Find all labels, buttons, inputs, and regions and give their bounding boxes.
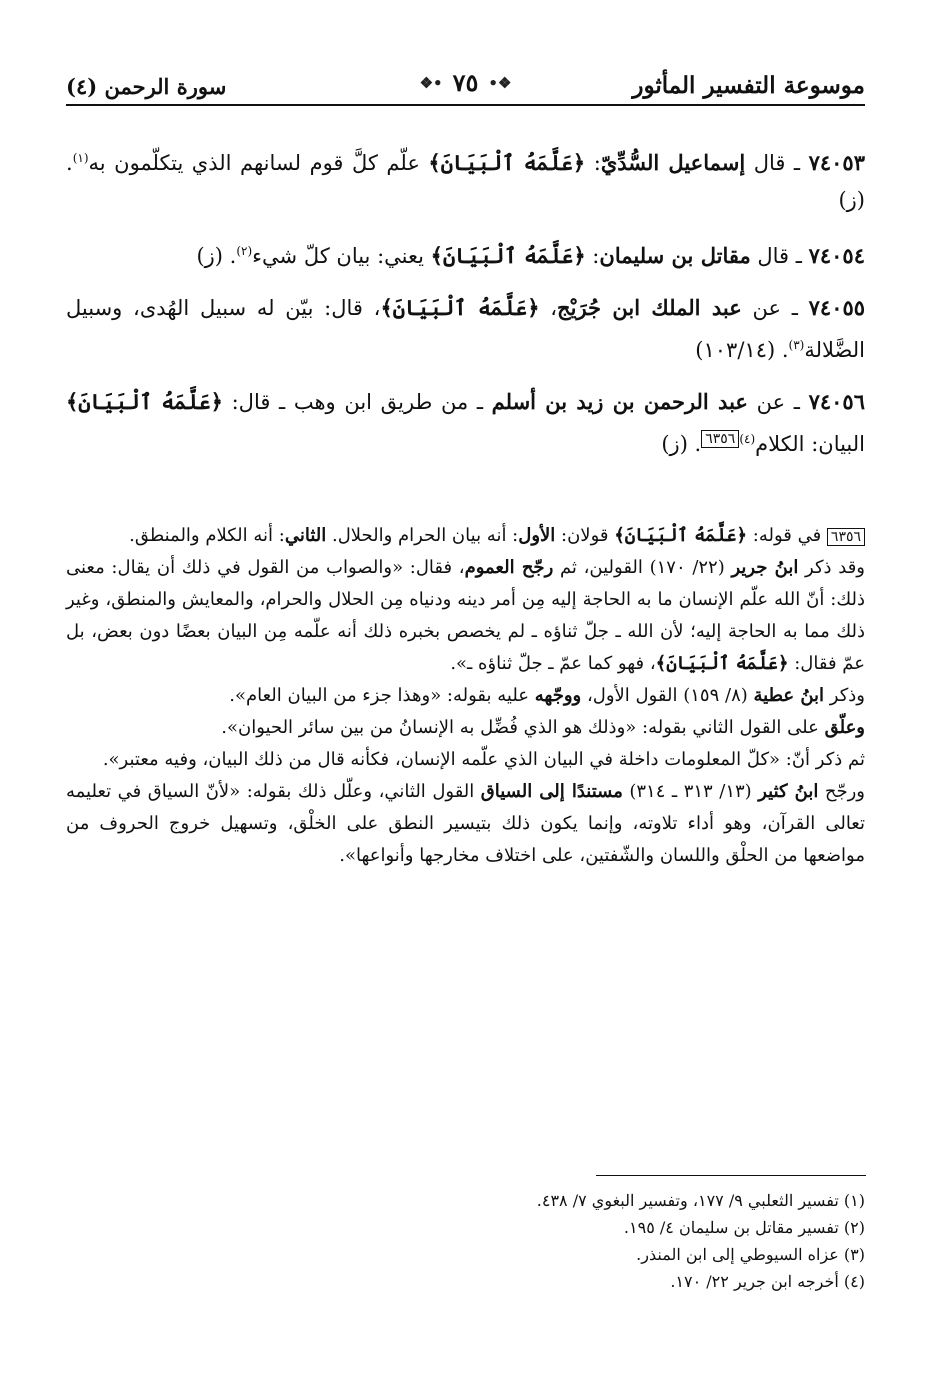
footnote-ref[interactable]: (٣) bbox=[788, 338, 805, 352]
narration-74053: ٧٤٠٥٣ ـ قال إسماعيل السُّدِّيّ: ﴿عَلَّمَهُ ٱلْبَيَانَ﴾ علّم كلَّ قوم لسانهم الذي يتكلّمون به$^{(١)}$. (ز) bbox=[66, 150, 865, 212]
quran-verse: ﴿عَلَّمَهُ ٱلْبَيَانَ﴾ bbox=[380, 295, 540, 320]
page-header bbox=[66, 62, 865, 132]
commentary-paragraph: وعلّق على القول الثاني بقوله: «وذلك هو الذي فُضِّل به الإنسانُ من بين سائر الحيوان». bbox=[221, 717, 865, 738]
quran-verse: ﴿عَلَّمَهُ ٱلْبَيَانَ﴾ bbox=[428, 150, 586, 175]
book-title: موسوعة التفسير المأثور bbox=[632, 72, 865, 99]
commentary-paragraph: وقد ذكر ابنُ جرير (٢٢/ ١٧٠) القولين، ثم رجّح العموم، فقال: «والصواب من القول في ذلك أن يقال: معنى ذلك: أنّ الله علّم الإنسان ما به الحاجة إليه مِن أمر دينه ودنياه مِن الحلال والحرام، والمعايش والمنطق، وغير ذلك مما به الحاجة إليه؛ لأن الله ـ جلّ ثناؤه ـ لم يخصص بخبره ذلك أنه علّمه مِن البيان بعضًا دون بعض، بل عمّ فقال: ﴿عَلَّمَهُ ٱلْبَيَانَ﴾، فهو كما عمّ ـ جلّ ثناؤه ـ». bbox=[66, 557, 865, 674]
footnote-ref[interactable]: (٤) bbox=[739, 432, 756, 446]
footnote-ref[interactable]: (٢) bbox=[236, 244, 253, 258]
ornament-icon: ❖• bbox=[419, 73, 443, 92]
ornament-icon: •❖ bbox=[488, 73, 512, 92]
quran-verse: ﴿عَلَّمَهُ ٱلْبَيَانَ﴾ bbox=[655, 653, 789, 674]
surah-title: سورة الرحمن (٤) bbox=[66, 74, 227, 99]
narration-number: ٧٤٠٥٦ bbox=[808, 389, 865, 414]
commentary-paragraph: وذكر ابنُ عطية (٨/ ١٥٩) القول الأول، ووجّهه عليه بقوله: «وهذا جزء من البيان العام». bbox=[229, 685, 865, 706]
narration-74054: ٧٤٠٥٤ ـ قال مقاتل بن سليمان: ﴿عَلَّمَهُ ٱلْبَيَانَ﴾ يعني: بيان كلّ شيء$^{(٢)}$. (ز) bbox=[196, 243, 865, 268]
quran-verse: ﴿عَلَّمَهُ ٱلْبَيَانَ﴾ bbox=[430, 243, 586, 268]
commentary-paragraph: ورجّح ابنُ كثير (١٣/ ٣١٣ ـ ٣١٤) مستندًا إلى السياق القول الثاني، وعلّل ذلك بقوله: «لأنّ السياق في تعليمه تعالى القرآن، وهو أداء تلاوته، وإنما يكون ذلك بتيسير النطق على الخلْق، وتسهيل خروج الحروف من مواضعها من الحلْق واللسان والشّفتين، على اختلاف مخارجها وأنواعها». bbox=[66, 781, 866, 866]
commentary-code-box: ٦٣٥٦ bbox=[827, 528, 865, 546]
narrator-name: عبد الملك ابن جُرَيْج bbox=[557, 295, 742, 320]
footnote-4: (٤) أخرجه ابن جرير ٢٢/ ١٧٠. bbox=[670, 1272, 865, 1291]
narration-number: ٧٤٠٥٣ bbox=[808, 150, 865, 175]
narrations bbox=[66, 140, 865, 477]
footnote-separator bbox=[596, 1175, 866, 1176]
quran-verse: ﴿عَلَّمَهُ ٱلْبَيَانَ﴾ bbox=[66, 389, 223, 414]
quran-verse: ﴿عَلَّمَهُ ٱلْبَيَانَ﴾ bbox=[614, 525, 748, 546]
footnotes bbox=[66, 1187, 865, 1295]
footnote-3: (٣) عزاه السيوطي إلى ابن المنذر. bbox=[636, 1245, 865, 1264]
footnote-ref[interactable]: (١) bbox=[72, 151, 89, 165]
page-number: ٧٥ bbox=[452, 68, 479, 97]
header-rule bbox=[66, 104, 865, 106]
narration-number: ٧٤٠٥٤ bbox=[808, 243, 865, 268]
commentary-code-box[interactable]: ٦٣٥٦ bbox=[701, 430, 739, 448]
narration-number: ٧٤٠٥٥ bbox=[808, 295, 866, 320]
footnote-2: (٢) تفسير مقاتل بن سليمان ٤/ ١٩٥. bbox=[623, 1218, 865, 1237]
narration-74055: ٧٤٠٥٥ ـ عن عبد الملك ابن جُرَيْج، ﴿عَلَّمَهُ ٱلْبَيَانَ﴾، قال: بيّن له سبيل الهُدى، وسبيل الضَّلالة$^{(٣)}$. (١٠٣/١٤) bbox=[66, 295, 866, 362]
commentary bbox=[66, 520, 865, 872]
page-number-block bbox=[420, 68, 512, 97]
narrator-name: مقاتل بن سليمان bbox=[599, 243, 751, 268]
commentary-paragraph: ٦٣٥٦ في قوله: ﴿عَلَّمَهُ ٱلْبَيَانَ﴾ قولان: الأول: أنه بيان الحرام والحلال. الثاني: أنه الكلام والمنطق. bbox=[66, 520, 865, 552]
narrator-name: إسماعيل السُّدِّيّ bbox=[600, 150, 746, 175]
commentary-paragraph: ثم ذكر أنّ: «كلّ المعلومات داخلة في البيان الذي علّمه الإنسان، فكأنه قال من ذلك البيان، وفيه معتبر». bbox=[102, 749, 865, 770]
narration-74056: ٧٤٠٥٦ ـ عن عبد الرحمن بن زيد بن أسلم ـ من طريق ابن وهب ـ قال: ﴿عَلَّمَهُ ٱلْبَيَانَ﴾ البيان: الكلام$^{(٤)}$٦٣٥٦. (ز) bbox=[66, 389, 865, 456]
footnote-1: (١) تفسير الثعلبي ٩/ ١٧٧، وتفسير البغوي ٧/ ٤٣٨. bbox=[536, 1191, 865, 1210]
narrator-name: عبد الرحمن بن زيد بن أسلم bbox=[491, 389, 748, 414]
